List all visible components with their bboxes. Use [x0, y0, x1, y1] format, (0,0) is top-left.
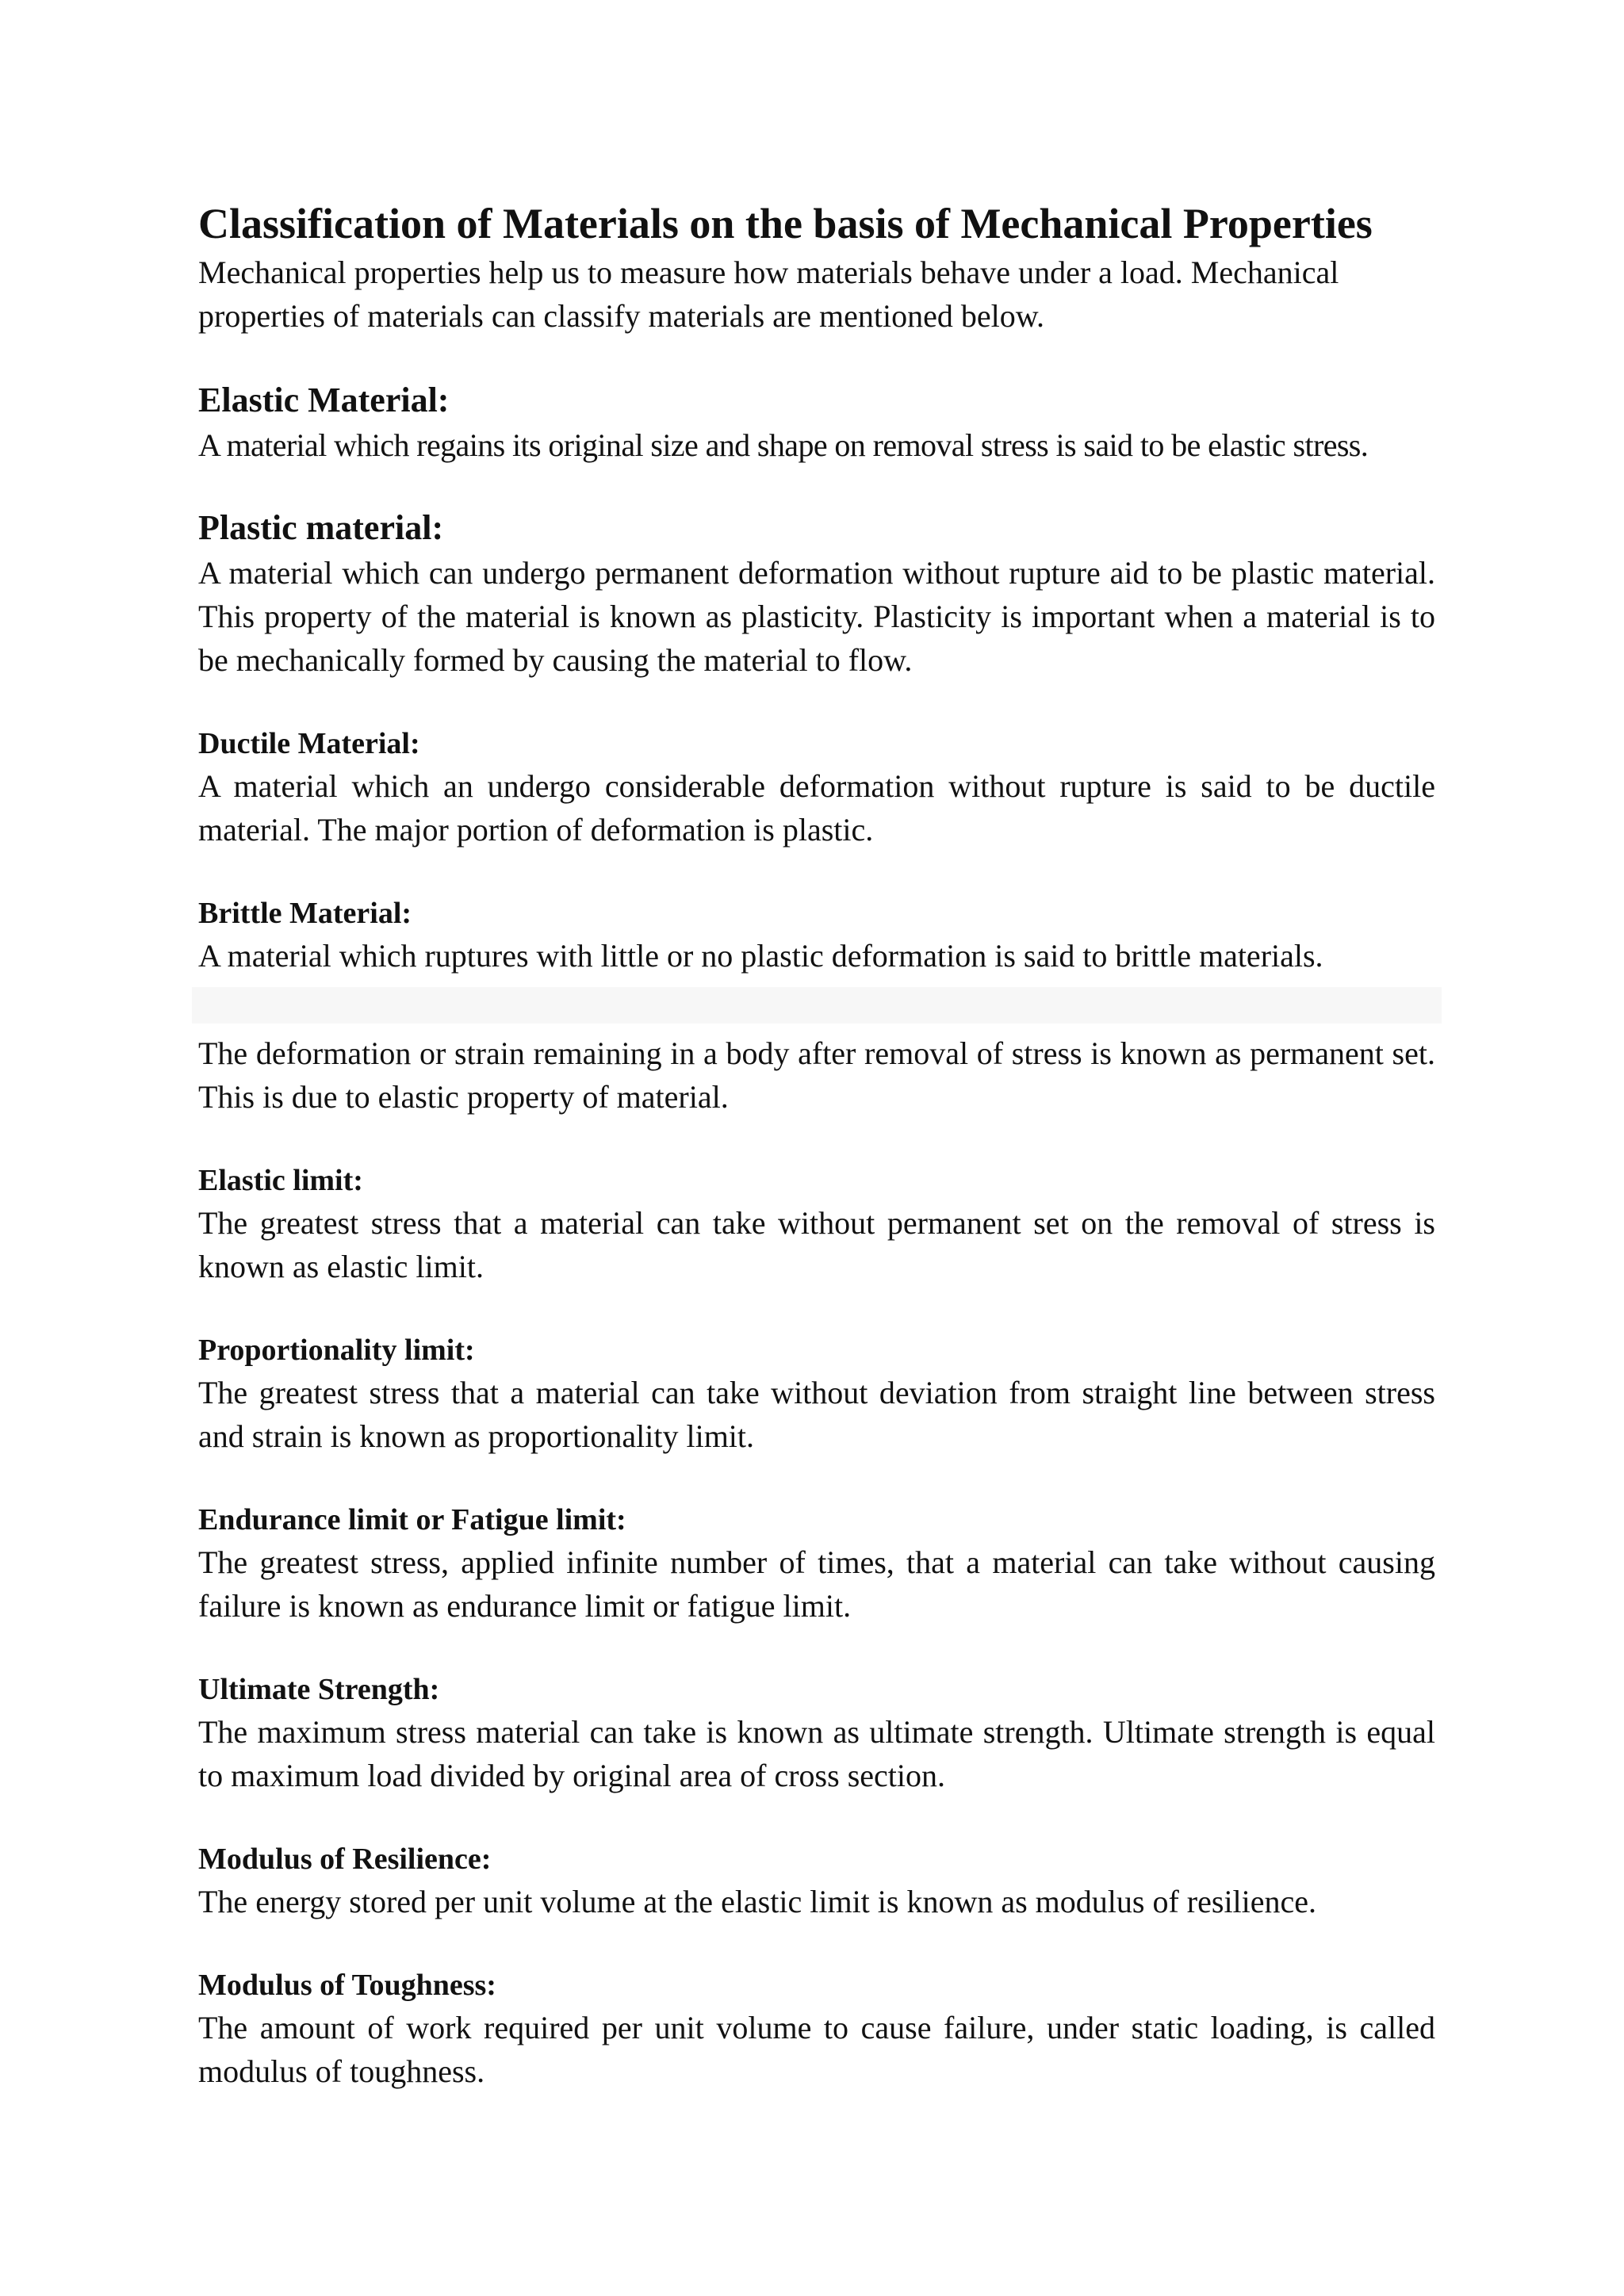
heading-plastic-material: Plastic material:: [198, 508, 444, 547]
shade-band-bar: [192, 987, 1442, 1024]
heading-proportionality-limit: Proportionality limit:: [198, 1334, 475, 1367]
heading-modulus-resilience: Modulus of Resilience:: [198, 1843, 492, 1876]
text-elastic-material: A material which regains its original size and shape on removal stress is said to be elastic stress.: [198, 427, 1369, 463]
text-ductile-material: A material which an undergo considerable deformation without rupture is said to be ductile material. The major portion of deformation is plastic.: [198, 768, 1435, 848]
text-permanent-set: The deformation or strain remaining in a body after removal of stress is known as permanent set. This is due to elastic property of material.: [198, 1035, 1435, 1115]
intro-paragraph: Mechanical properties help us to measure how materials behave under a load. Mechanical properties of materials can classify materials are mentioned below.: [198, 254, 1339, 334]
section-modulus-toughness: [198, 1965, 1435, 2093]
text-plastic-material: A material which can undergo permanent deformation without rupture aid to be plastic material. This property of the material is known as plasticity. Plasticity is important when a material is to be mechanically formed by causing the material to flow.: [198, 555, 1435, 678]
heading-ultimate-strength: Ultimate Strength:: [198, 1673, 440, 1706]
heading-endurance-limit: Endurance limit or Fatigue limit:: [198, 1503, 626, 1536]
section-brittle-material: [198, 893, 1435, 978]
heading-brittle-material: Brittle Material:: [198, 897, 412, 930]
text-modulus-toughness: The amount of work required per unit volume to cause failure, under static loading, is called modulus of toughness.: [198, 2010, 1435, 2089]
document-page: [198, 197, 1435, 2093]
section-permanent-set: [198, 1031, 1435, 1119]
section-proportionality-limit: [198, 1330, 1435, 1458]
section-ductile-material: [198, 723, 1435, 851]
shaded-band: [198, 987, 1435, 1027]
heading-ductile-material: Ductile Material:: [198, 727, 420, 760]
text-ultimate-strength: The maximum stress material can take is known as ultimate strength. Ultimate strength is equal to maximum load divided by original area of cross section.: [198, 1714, 1435, 1793]
text-brittle-material: A material which ruptures with little or no plastic deformation is said to brittle materials.: [198, 938, 1323, 974]
heading-elastic-limit: Elastic limit:: [198, 1164, 363, 1197]
section-ultimate-strength: [198, 1669, 1435, 1797]
text-endurance-limit: The greatest stress, applied infinite number of times, that a material can take without causing failure is known as endurance limit or fatigue limit.: [198, 1544, 1435, 1624]
document-title: Classification of Materials on the basis of Mechanical Properties: [198, 200, 1373, 247]
section-endurance-limit: [198, 1499, 1435, 1628]
section-plastic-material: [198, 505, 1435, 682]
heading-modulus-toughness: Modulus of Toughness:: [198, 1969, 496, 2002]
text-elastic-limit: The greatest stress that a material can take without permanent set on the removal of stress is known as elastic limit.: [198, 1205, 1435, 1284]
section-modulus-resilience: [198, 1839, 1435, 1923]
heading-elastic-material: Elastic Material:: [198, 381, 450, 419]
section-elastic-limit: [198, 1160, 1435, 1288]
text-proportionality-limit: The greatest stress that a material can take without deviation from straight line between stress and strain is known as proportionality limit.: [198, 1375, 1435, 1454]
text-modulus-resilience: The energy stored per unit volume at the elastic limit is known as modulus of resilience.: [198, 1884, 1317, 1919]
section-elastic-material: [198, 377, 1435, 467]
